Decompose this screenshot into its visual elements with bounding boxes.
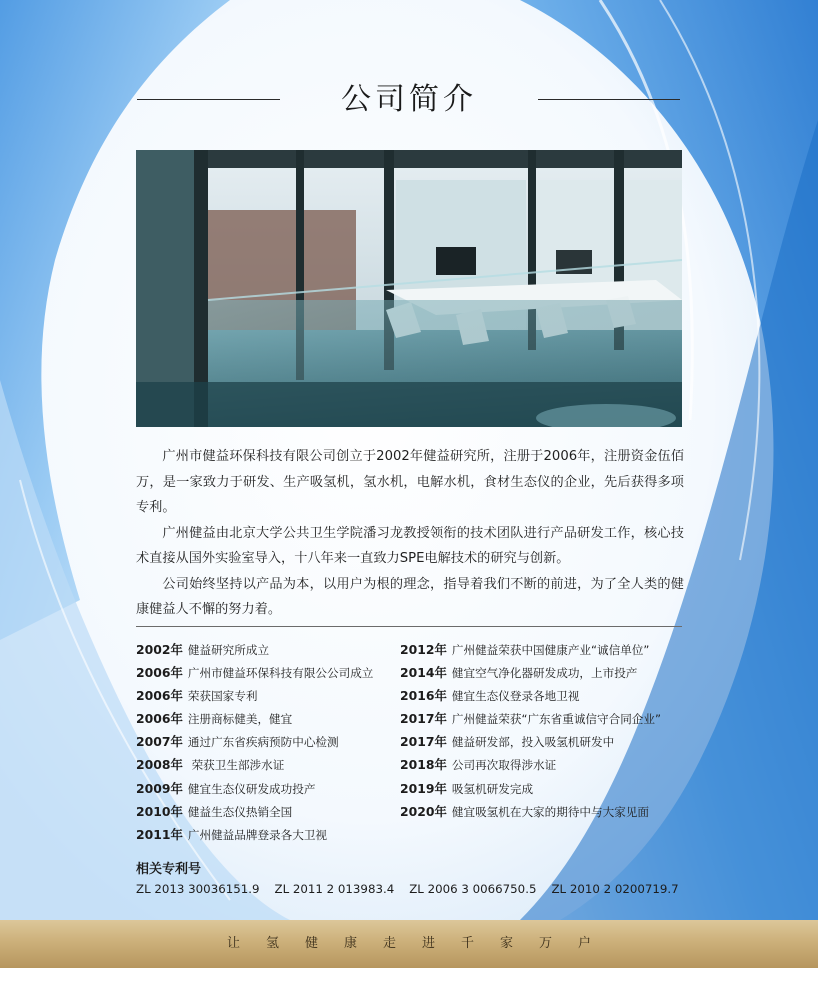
company-introduction <box>136 444 684 623</box>
footer-slogan: 让氢健康走进千家万户 <box>226 936 617 951</box>
timeline-year: 2019年 <box>400 780 447 796</box>
timeline-year: 2010年 <box>136 803 183 819</box>
title-rule-right <box>538 99 680 100</box>
timeline-item <box>136 684 401 707</box>
patent-number-list <box>136 880 696 898</box>
timeline-item <box>400 800 690 823</box>
intro-paragraph: 广州市健益环保科技有限公司创立于2002年健益研究所，注册于2006年，注册资金伍佰万，是一家致力于研发、生产吸氢机，氢水机，电解水机，食材生态仪的企业，先后获得多项专利。 <box>136 449 684 515</box>
timeline-item <box>400 753 690 776</box>
patents-section <box>136 860 696 898</box>
patent-number: ZL 2010 2 0200719.7 <box>551 882 679 896</box>
timeline-event: 健益研发部，投入吸氢机研发中 <box>451 735 615 750</box>
patent-number: ZL 2011 2 013983.4 <box>274 882 395 896</box>
timeline-year: 2011年 <box>136 826 183 842</box>
timeline-year: 2006年 <box>136 711 183 727</box>
timeline-year: 2014年 <box>400 665 447 681</box>
timeline-item <box>136 730 401 753</box>
timeline-year: 2017年 <box>400 734 447 750</box>
timeline-year: 2007年 <box>136 734 183 750</box>
timeline-item <box>136 638 401 661</box>
timeline-item <box>136 753 401 776</box>
title-row <box>0 78 818 122</box>
page-title: 公司简介 <box>341 82 477 117</box>
timeline-event: 吸氢机研发完成 <box>451 781 534 796</box>
timeline-right-column <box>400 638 690 823</box>
timeline-event: 广州健益品牌登录各大卫视 <box>187 827 328 842</box>
timeline-year: 2009年 <box>136 780 183 796</box>
timeline-item <box>400 684 690 707</box>
timeline-year: 2016年 <box>400 688 447 704</box>
patent-number: ZL 2006 3 0066750.5 <box>409 882 537 896</box>
timeline-year: 2006年 <box>136 665 183 681</box>
timeline-year: 2008年 <box>136 757 183 773</box>
timeline-year: 2002年 <box>136 642 183 657</box>
timeline-event: 健宜生态仪登录各地卫视 <box>451 689 580 704</box>
office-photo <box>136 150 682 427</box>
timeline-item <box>136 777 401 800</box>
patent-number: ZL 2013 30036151.9 <box>136 882 260 896</box>
timeline-item <box>136 800 401 823</box>
timeline-item <box>400 777 690 800</box>
timeline-left-column <box>136 638 401 846</box>
timeline-event: 公司再次取得涉水证 <box>451 758 557 773</box>
timeline-event: 广州健益荣获“广东省重诚信守合同企业” <box>451 712 661 727</box>
footer-banner <box>0 920 818 968</box>
timeline-event: 广州健益荣获中国健康产业“诚信单位” <box>451 643 650 657</box>
timeline-item <box>400 661 690 684</box>
intro-paragraph: 公司始终坚持以产品为本，以用户为根的理念，指导着我们不断的前进，为了全人类的健康健益人不懈的努力着。 <box>136 576 684 617</box>
intro-paragraph: 广州健益由北京大学公共卫生学院潘习龙教授领衔的技术团队进行产品研发工作，核心技术直接从国外实验室导入，十八年来一直致力SPE电解技术的研究与创新。 <box>136 525 684 566</box>
timeline-year: 2018年 <box>400 757 447 773</box>
timeline-year: 2012年 <box>400 642 447 657</box>
timeline-event: 健宜吸氢机在大家的期待中与大家见面 <box>451 804 649 819</box>
timeline-item <box>400 638 690 661</box>
title-rule-left <box>137 99 280 100</box>
timeline-event: 健益生态仪热销全国 <box>187 804 293 819</box>
timeline-event: 广州市健益环保科技有限公公司成立 <box>187 666 374 681</box>
timeline-year: 2017年 <box>400 711 447 727</box>
timeline-event: 健宜生态仪研发成功投产 <box>187 781 316 796</box>
timeline-event: 注册商标健美，健宜 <box>187 712 293 727</box>
timeline-year: 2020年 <box>400 803 447 819</box>
section-divider <box>136 626 682 627</box>
timeline-event: 荣获卫生部涉水证 <box>187 758 285 773</box>
timeline-event: 健益研究所成立 <box>187 643 270 657</box>
timeline-item <box>136 661 401 684</box>
timeline-event: 健宜空气净化器研发成功，上市投产 <box>451 666 638 681</box>
timeline-year: 2006年 <box>136 688 183 704</box>
timeline-item <box>136 707 401 730</box>
timeline-item <box>136 823 401 846</box>
timeline-event: 通过广东省疾病预防中心检测 <box>187 735 339 750</box>
timeline-event: 荣获国家专利 <box>187 689 258 704</box>
timeline-item <box>400 707 690 730</box>
patents-heading: 相关专利号 <box>136 862 202 877</box>
timeline-item <box>400 730 690 753</box>
